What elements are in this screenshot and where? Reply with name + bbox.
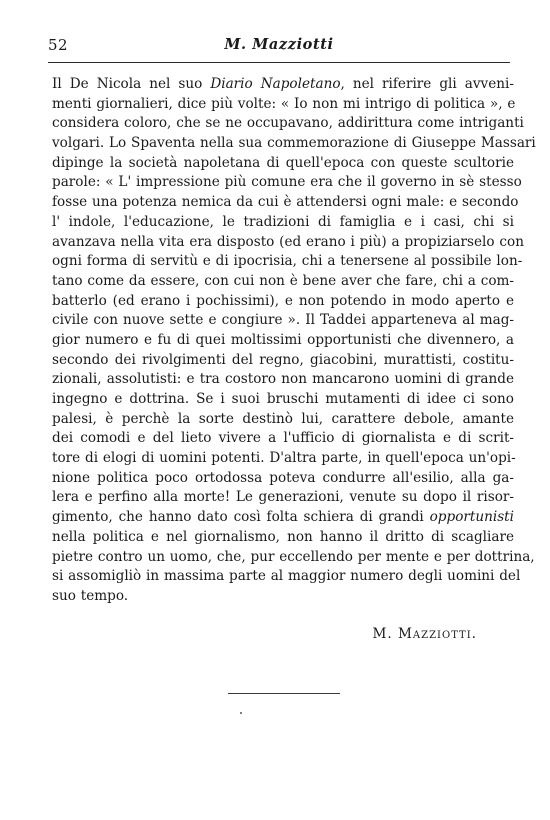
text-line: Il De Nicola nel suo Diario Napoletano, nel riferire gli avveni-: [52, 76, 514, 92]
text-line: fosse una potenza nemica da cui è attendersi ogni male: e secondo: [52, 194, 519, 211]
text-line: dipinge la società napoletana di quell'epoca con queste scultorie: [52, 154, 514, 171]
text-line: lera e perfino alla morte! Le generazioni, venute su dopo il risor-: [52, 489, 514, 506]
text-line: ogni forma di servitù e di ipocrisia, chi a tenersene al possibile lon-: [52, 253, 523, 270]
text-line: l' indole, l'educazione, le tradizioni di famiglia e i casi, chi si: [52, 213, 514, 230]
text-line: tano come da essere, con cui non è bene aver che fare, chi a com-: [52, 272, 514, 289]
running-head: M. Mazziotti: [224, 36, 334, 53]
text-line: gior numero e fu di quei moltissimi opportunisti che divennero, a: [52, 331, 514, 348]
emphasis: opportunisti: [429, 509, 514, 526]
text-line: suo tempo.: [52, 587, 129, 604]
text-line: gimento, che hanno dato così folta schiera di grandi opportunisti: [52, 509, 514, 526]
text-line: nella politica e nel giornalismo, non hanno il dritto di scagliare: [52, 528, 514, 545]
end-rule: [228, 693, 340, 694]
text-line: parole: « L' impressione più comune era che il governo in sè stesso: [52, 174, 522, 191]
header-rule: [48, 62, 510, 63]
text-line: menti giornalieri, dice più volte: « Io non mi intrigo di politica », e: [52, 95, 516, 112]
text-line: tore di elogi di uomini potenti. D'altra parte, in quell'epoca un'opi-: [52, 450, 516, 467]
text-line: volgari. Lo Spaventa nella sua commemorazione di Giuseppe Massari: [52, 135, 536, 152]
body-paragraph: [52, 75, 536, 607]
text-line: pietre contro un uomo, che, pur eccellendo per mente e per dottrina,: [52, 548, 535, 565]
text-line: palesi, è perchè la sorte destinò lui, carattere debole, amante: [52, 410, 514, 427]
page-number: 52: [48, 36, 69, 54]
text-line: considera coloro, che se ne occupavano, addirittura come intriganti: [52, 115, 524, 132]
text-line: dei comodi e del lieto vivere a l'ufficio di giornalista e di scrit-: [52, 430, 514, 447]
text-line: secondo dei rivolgimenti del regno, giacobini, murattisti, costitu-: [52, 351, 514, 368]
text-line: avanzava nella vita era disposto (ed erano i più) a propiziarselo con: [52, 233, 524, 250]
emphasis: Diario Napoletano: [210, 76, 341, 92]
ink-speck: [240, 712, 242, 714]
text-line: zionali, assolutisti: e tra costoro non mancarono uomini di grande: [52, 371, 514, 388]
text-line: ingegno e dottrina. Se i suoi bruschi mutamenti di idee ci sono: [52, 391, 514, 407]
text-line: batterlo (ed erano i pochissimi), e non potendo in modo aperto e: [52, 292, 514, 309]
page-header: [48, 36, 510, 56]
text-line: civile con nuove sette e congiure ». Il Taddei apparteneva al mag-: [52, 312, 514, 329]
text-line: nione politica poco ortodossa poteva condurre all'esilio, alla ga-: [52, 469, 514, 486]
text-line: si assomigliò in massima parte al maggior numero degli uomini del: [52, 568, 521, 585]
author-signature: M. Mazziotti.: [372, 626, 477, 642]
